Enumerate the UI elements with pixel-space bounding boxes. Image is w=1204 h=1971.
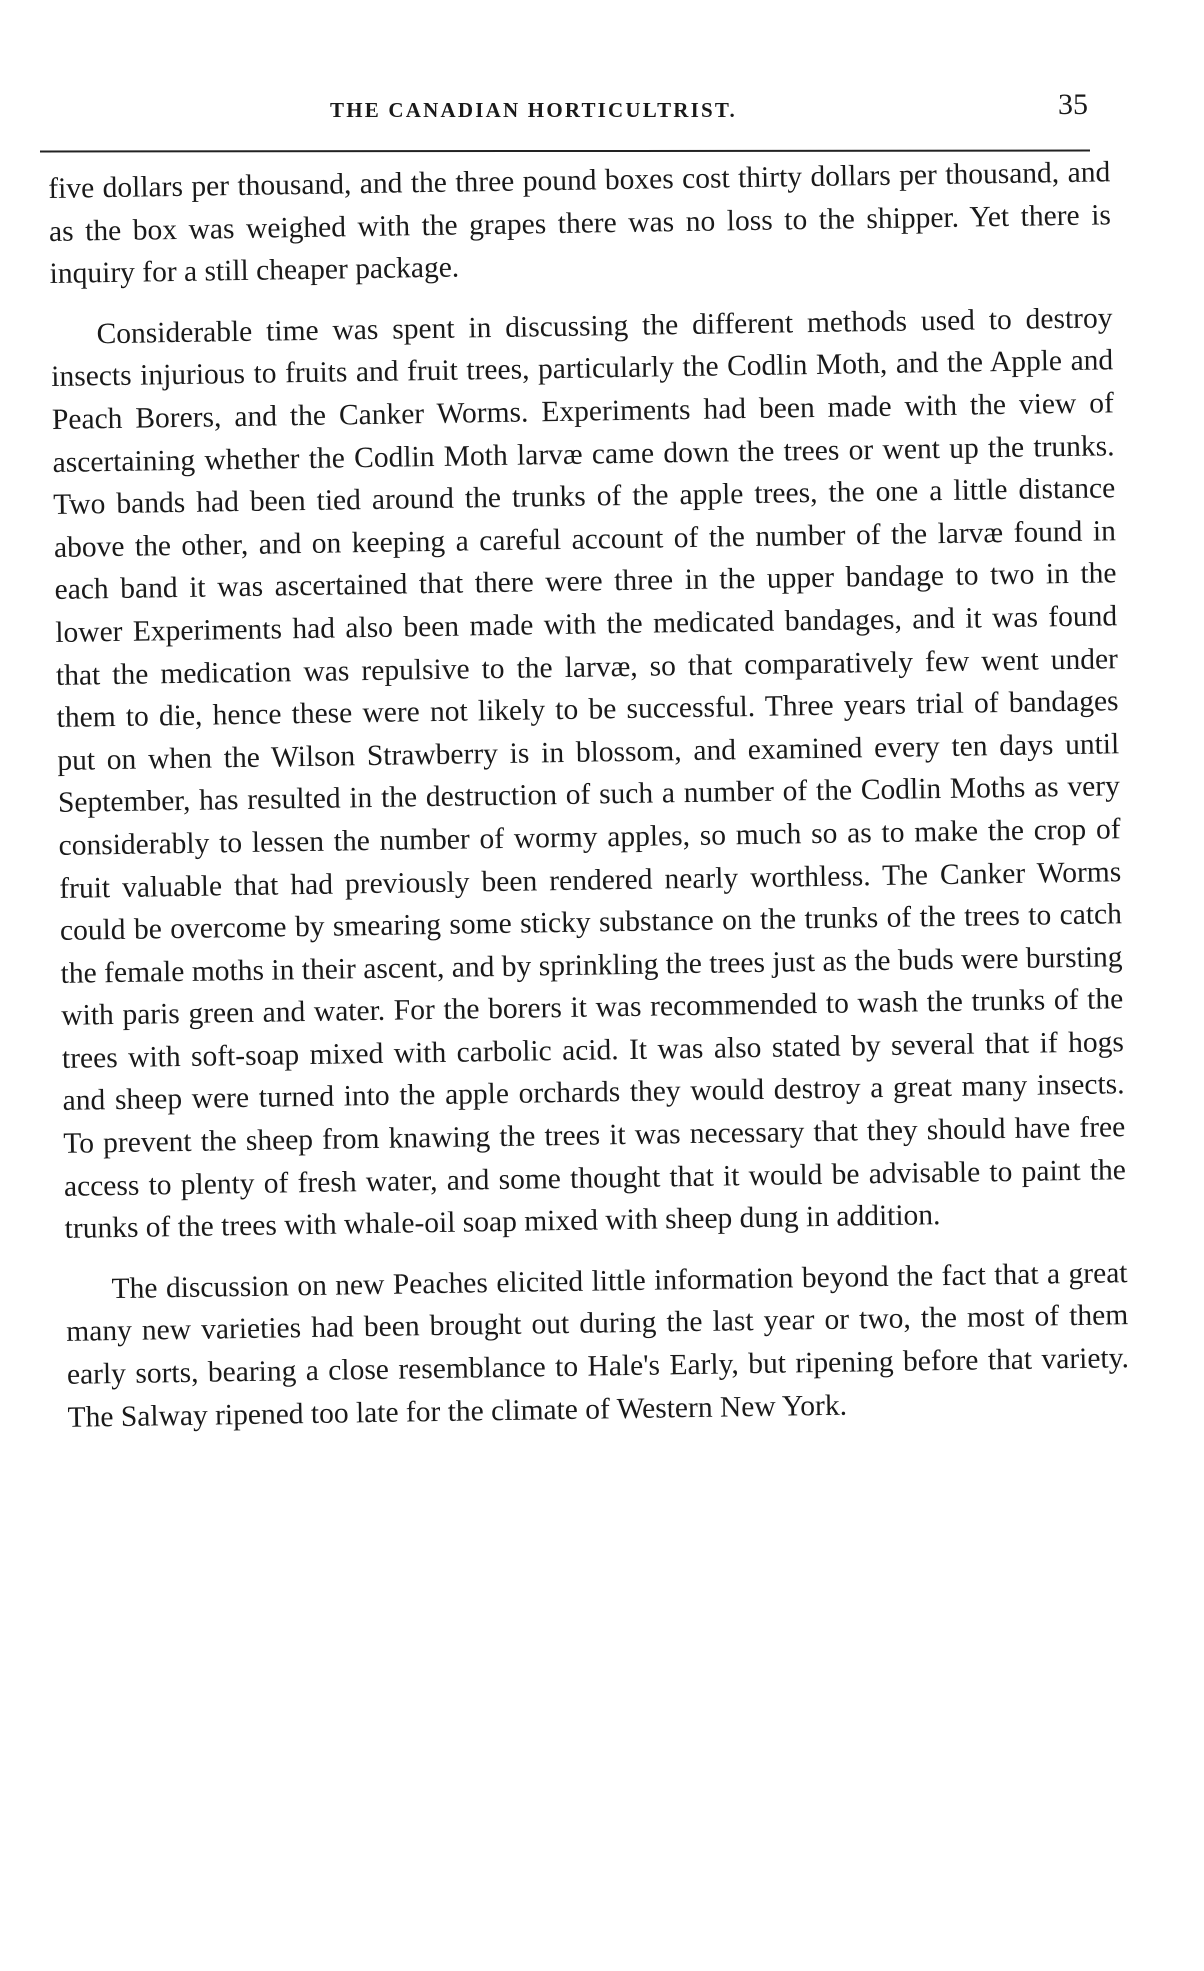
page-header <box>48 88 1088 128</box>
header-rule <box>40 150 1090 153</box>
paragraph-continued: five dollars per thousand, and the three pound boxes cost thirty dollars per thousand, and as the box was weighed with the grapes there was no loss to the shipper. Yet there is inquiry for a still cheaper package. <box>48 156 1112 291</box>
paragraph-peaches: The discussion on new Peaches elicited little information beyond the fact that a great many new varieties had been brought out during the last year or two, the most of them early sorts, bearing a close resemblance to Hale's Early, but ripening before that variety. The Salway ripened too late for the climate of Western New York. <box>66 1257 1130 1434</box>
running-title: THE CANADIAN HORTICULTRIST. <box>330 98 737 122</box>
page-body <box>48 151 1130 1457</box>
paragraph-insects: Considerable time was spent in discussing the different methods used to destroy insects injurious to fruits and fruit trees, particularly the Codlin Moth, and the Apple and Peach Borers, and the Canker Worms. Experiments had been made with the view of ascertaining whether the Codlin Moth larvæ came down the trees or went up the trunks. Two bands had been tied around the trunks of the apple trees, the one a little distance above the other, and on keeping a careful account of the number of the larvæ found in each band it was ascertained that there were three in the upper bandage to two in the lower Experiments had also been made with the medicated bandages, and it was found that the medication was repulsive to the larvæ, so that comparatively few went under them to die, hence these were not likely to be successful. Three years trial of bandages put on when the Wilson Strawberry is in blossom, and examined every ten days until September, has resulted in the destruction of such a number of the Codlin Moths as very considerably to lessen the number of wormy apples, so much so as to make the crop of fruit valuable that had previously been rendered nearly worthless. The Canker Worms could be overcome by smearing some sticky substance on the trunks of the trees to catch the female moths in their ascent, and by sprinkling the trees just as the buds were bursting with paris green and water. For the borers it was recommended to wash the trunks of the trees with soft-soap mixed with carbolic acid. It was also stated by several that if hogs and sheep were turned into the apple orchards they would destroy a great many insects. To prevent the sheep from knawing the trees it was necessary that they should have free access to plenty of fresh water, and some thought that it would be advisable to paint the trunks of the trees with whale-oil soap mixed with sheep dung in addition. <box>51 302 1127 1246</box>
page-number: 35 <box>1058 88 1088 121</box>
